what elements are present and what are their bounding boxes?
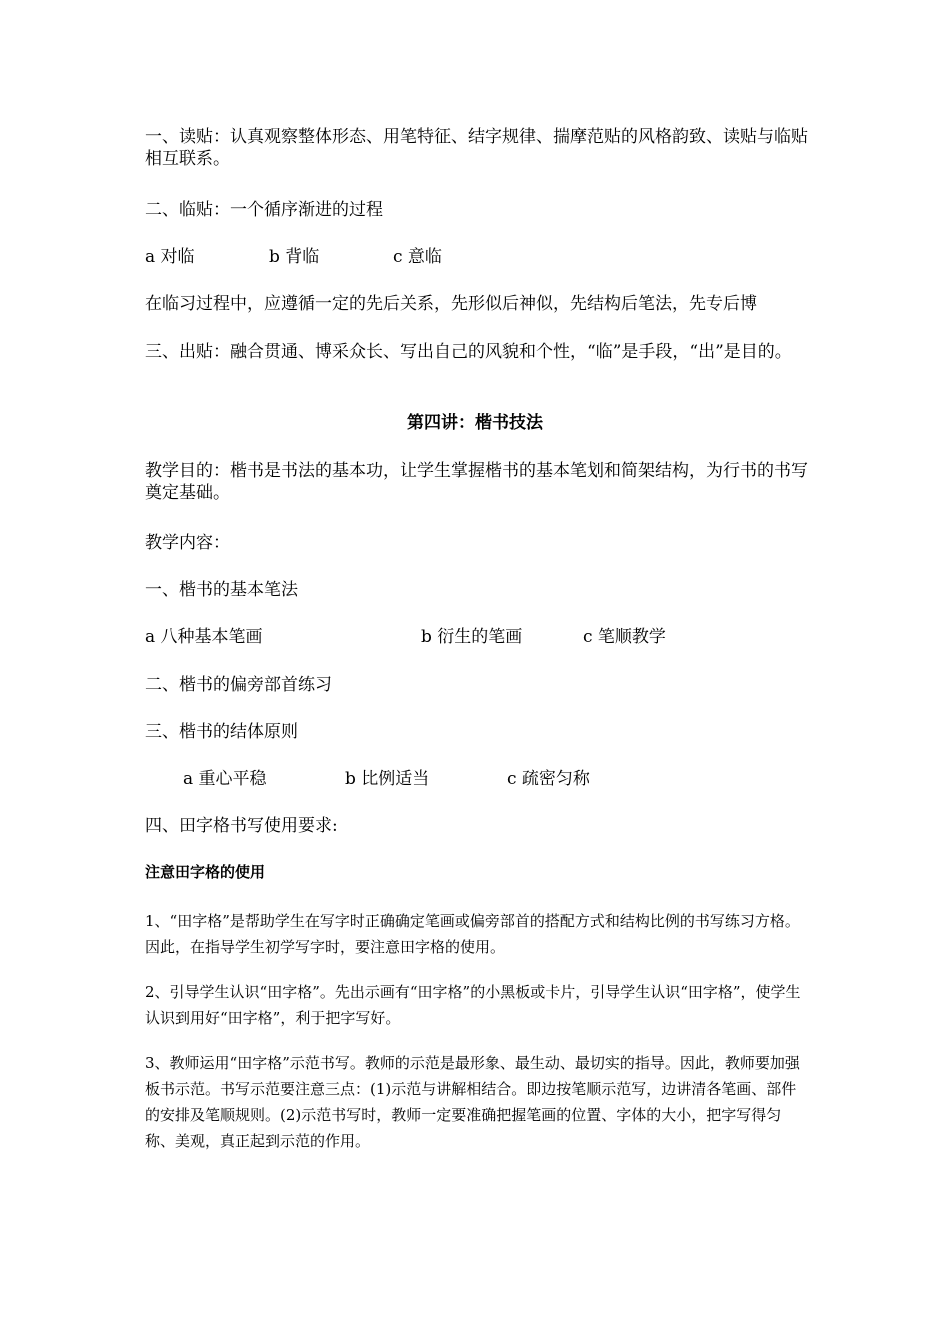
lin-tie-methods [145, 246, 810, 268]
subitem-derived-strokes: b 衍生的笔画 [421, 627, 523, 647]
section-du-tie: 一、读贴：认真观察整体形态、用笔特征、结字规律、揣摩范贴的风格韵致、读贴与临贴相互联系。 [145, 127, 808, 169]
subitem-stroke-order: c 笔顺教学 [583, 627, 666, 647]
item-3-subitems [145, 768, 810, 790]
method-bei-lin: b 背临 [269, 247, 320, 267]
item-1-subitems [145, 626, 810, 648]
subitem-density: c 疏密匀称 [507, 769, 590, 789]
method-dui-lin: a 对临 [145, 247, 195, 267]
item-radicals-practice: 二、楷书的偏旁部首练习 [145, 675, 332, 695]
section-lin-tie: 二、临贴：一个循序渐进的过程 [145, 200, 383, 220]
lin-tie-order: 在临习过程中，应遵循一定的先后关系，先形似后神似，先结构后笔法，先专后博 [145, 294, 757, 314]
item-grid-requirements: 四、田字格书写使用要求: [145, 816, 338, 836]
subitem-proportion: b 比例适当 [345, 769, 430, 789]
teaching-goal: 教学目的：楷书是书法的基本功，让学生掌握楷书的基本笔划和简架结构，为行书的书写奠定基础。 [145, 461, 808, 503]
grid-paragraph-3: 3、教师运用“田字格”示范书写。教师的示范是最形象、最生动、最切实的指导。因此，教师要加强板书示范。书写示范要注意三点：(1)示范与讲解相结合。即边按笔顺示范写，边讲清各笔画、部件的安排及笔顺规则。(2)示范书写时，教师一定要准确把握笔画的位置、字体的大小，把字写得匀称、美观，真正起到示范的作用。 [145, 1054, 800, 1150]
item-basic-strokes: 一、楷书的基本笔法 [145, 580, 298, 600]
subitem-eight-strokes: a 八种基本笔画 [145, 627, 263, 647]
grid-paragraph-2: 2、引导学生认识“田字格”。先出示画有“田字格”的小黑板或卡片，引导学生认识“田字格”，使学生认识到用好“田字格”，利于把字写好。 [145, 983, 801, 1027]
item-structure-principles: 三、楷书的结体原则 [145, 722, 298, 742]
grid-paragraph-1: 1、“田字格”是帮助学生在写字时正确确定笔画或偏旁部首的搭配方式和结构比例的书写练习方格。因此，在指导学生初学写字时，要注意田字格的使用。 [145, 912, 800, 956]
teaching-content-label: 教学内容： [145, 533, 230, 553]
grid-usage-heading: 注意田字格的使用 [145, 863, 266, 881]
lecture-title: 第四讲：楷书技法 [407, 413, 543, 433]
method-yi-lin: c 意临 [393, 247, 442, 267]
section-chu-tie: 三、出贴：融合贯通、博采众长、写出自己的风貌和个性，“临”是手段，“出”是目的。 [145, 342, 792, 362]
subitem-center-balance: a 重心平稳 [183, 769, 267, 789]
